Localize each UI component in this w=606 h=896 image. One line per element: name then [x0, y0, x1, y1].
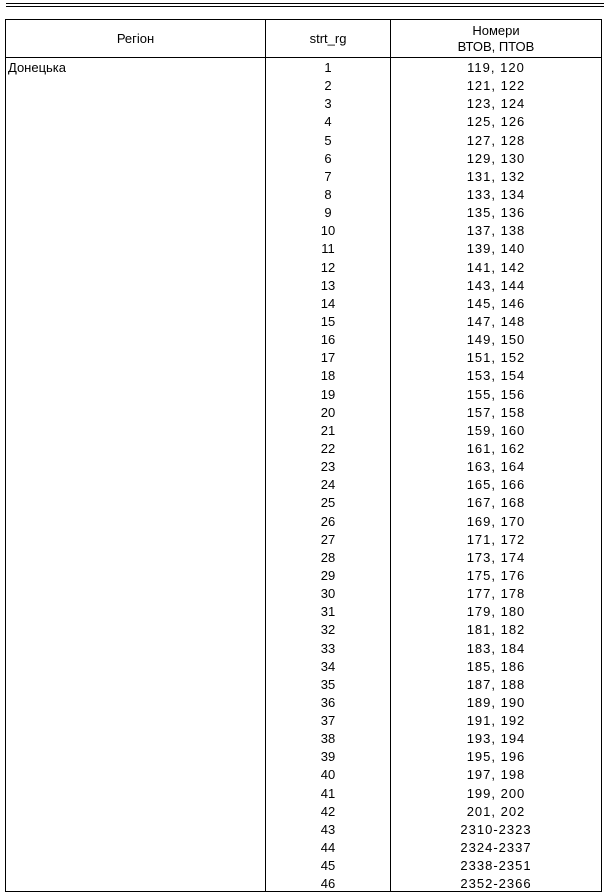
table-row	[6, 259, 601, 277]
codes-cell: 2310-2323	[460, 821, 532, 837]
table-row	[6, 295, 601, 313]
codes-cell: 149, 150	[466, 332, 526, 348]
table-row	[6, 476, 601, 494]
table-row	[6, 168, 601, 186]
strt-rg-cell: 34	[320, 658, 336, 674]
strt-rg-cell: 16	[320, 332, 336, 348]
codes-cell: 151, 152	[466, 350, 526, 366]
region-cell: Донецька	[8, 60, 67, 75]
codes-cell: 141, 142	[466, 259, 526, 275]
codes-cell: 135, 136	[466, 205, 526, 221]
table-row	[6, 803, 601, 821]
header-strt-rg-label: strt_rg	[309, 30, 347, 46]
header-codes	[391, 20, 601, 57]
table-row	[6, 621, 601, 639]
strt-rg-cell: 25	[320, 495, 336, 511]
codes-cell: 195, 196	[466, 749, 526, 765]
strt-rg-cell: 17	[320, 350, 336, 366]
strt-rg-cell: 42	[320, 803, 336, 819]
codes-cell: 129, 130	[466, 150, 526, 166]
table-row	[6, 386, 601, 404]
table-row	[6, 694, 601, 712]
table-row	[6, 585, 601, 603]
strt-rg-cell: 10	[320, 223, 336, 239]
table-row	[6, 150, 601, 168]
top-rule	[6, 3, 604, 4]
table-row	[6, 132, 601, 150]
header-region	[6, 20, 265, 57]
table-row	[6, 77, 601, 95]
codes-cell: 137, 138	[466, 223, 526, 239]
codes-cell: 157, 158	[466, 404, 526, 420]
table-row	[6, 875, 601, 893]
table-row	[6, 712, 601, 730]
codes-cell: 181, 182	[466, 622, 526, 638]
codes-cell: 147, 148	[466, 313, 526, 329]
codes-cell: 161, 162	[466, 440, 526, 456]
codes-cell: 131, 132	[466, 168, 526, 184]
table-row	[6, 748, 601, 766]
table-row	[6, 857, 601, 875]
codes-cell: 145, 146	[466, 295, 526, 311]
strt-rg-cell: 30	[320, 586, 336, 602]
strt-rg-cell: 4	[324, 114, 332, 130]
table-row	[6, 658, 601, 676]
codes-cell: 199, 200	[466, 785, 526, 801]
strt-rg-cell: 8	[324, 186, 332, 202]
table-row	[6, 277, 601, 295]
codes-cell: 185, 186	[466, 658, 526, 674]
strt-rg-cell: 20	[320, 404, 336, 420]
codes-cell: 193, 194	[466, 731, 526, 747]
codes-cell: 155, 156	[466, 386, 526, 402]
strt-rg-cell: 24	[320, 477, 336, 493]
table-row	[6, 603, 601, 621]
codes-cell: 2338-2351	[460, 858, 532, 874]
codes-cell: 153, 154	[466, 368, 526, 384]
strt-rg-cell: 36	[320, 694, 336, 710]
table-row	[6, 839, 601, 857]
codes-cell: 175, 176	[466, 567, 526, 583]
strt-rg-cell: 39	[320, 749, 336, 765]
strt-rg-cell: 40	[320, 767, 336, 783]
header-region-label: Регіон	[116, 30, 155, 46]
strt-rg-cell: 35	[320, 676, 336, 692]
codes-cell: 189, 190	[466, 694, 526, 710]
strt-rg-cell: 27	[320, 531, 336, 547]
table-row	[6, 513, 601, 531]
codes-cell: 125, 126	[466, 114, 526, 130]
table-header	[6, 20, 601, 58]
strt-rg-cell: 19	[320, 386, 336, 402]
strt-rg-cell: 3	[324, 96, 332, 112]
codes-cell: 127, 128	[466, 132, 526, 148]
codes-cell: 133, 134	[466, 186, 526, 202]
codes-cell: 159, 160	[466, 422, 526, 438]
strt-rg-cell: 46	[320, 876, 336, 892]
codes-cell: 171, 172	[466, 531, 526, 547]
codes-cell: 121, 122	[466, 78, 526, 94]
table-row	[6, 95, 601, 113]
codes-cell: 143, 144	[466, 277, 526, 293]
table-row	[6, 640, 601, 658]
strt-rg-cell: 15	[320, 313, 336, 329]
table-row	[6, 313, 601, 331]
strt-rg-cell: 38	[320, 731, 336, 747]
strt-rg-cell: 33	[320, 640, 336, 656]
strt-rg-cell: 31	[320, 604, 336, 620]
table-row	[6, 349, 601, 367]
strt-rg-cell: 18	[320, 368, 336, 384]
strt-rg-cell: 43	[320, 821, 336, 837]
codes-cell: 179, 180	[466, 604, 526, 620]
strt-rg-cell: 11	[321, 241, 335, 257]
codes-cell: 173, 174	[466, 549, 526, 565]
codes-cell: 201, 202	[466, 803, 526, 819]
strt-rg-cell: 21	[320, 422, 336, 438]
table-row	[6, 113, 601, 131]
table-row	[6, 730, 601, 748]
strt-rg-cell: 13	[320, 277, 336, 293]
table-row	[6, 240, 601, 258]
strt-rg-cell: 32	[320, 622, 336, 638]
codes-cell: 119, 120	[467, 60, 525, 75]
table-row	[6, 766, 601, 784]
table-row	[6, 222, 601, 240]
table-row	[6, 59, 601, 77]
table-row	[6, 422, 601, 440]
table-row	[6, 567, 601, 585]
table-row	[6, 204, 601, 222]
strt-rg-cell: 22	[320, 440, 336, 456]
header-strt-rg	[266, 20, 390, 57]
strt-rg-cell: 23	[320, 459, 336, 475]
table-row	[6, 531, 601, 549]
table-row	[6, 367, 601, 385]
table-row	[6, 440, 601, 458]
strt-rg-cell: 37	[320, 713, 336, 729]
strt-rg-cell: 28	[320, 549, 336, 565]
strt-rg-cell: 5	[324, 132, 332, 148]
strt-rg-cell: 14	[320, 295, 336, 311]
table-row	[6, 494, 601, 512]
strt-rg-cell: 7	[324, 168, 332, 184]
codes-cell: 2352-2366	[460, 876, 532, 892]
strt-rg-cell: 41	[320, 785, 336, 801]
strt-rg-cell: 9	[324, 205, 332, 221]
table-row	[6, 549, 601, 567]
table-row	[6, 186, 601, 204]
header-codes-line1: Номери	[472, 22, 520, 38]
strt-rg-cell: 29	[320, 567, 336, 583]
codes-cell: 177, 178	[466, 586, 526, 602]
codes-cell: 197, 198	[466, 767, 526, 783]
strt-rg-cell: 45	[320, 858, 336, 874]
table-row	[6, 458, 601, 476]
codes-cell: 123, 124	[466, 96, 526, 112]
strt-rg-cell: 1	[324, 60, 332, 75]
codes-cell: 167, 168	[466, 495, 526, 511]
strt-rg-cell: 6	[324, 150, 332, 166]
table-body	[6, 59, 601, 893]
codes-cell: 139, 140	[466, 241, 526, 257]
codes-cell: 191, 192	[466, 713, 526, 729]
table-row	[6, 404, 601, 422]
codes-cell: 2324-2337	[460, 840, 532, 856]
codes-cell: 165, 166	[466, 477, 526, 493]
strt-rg-cell: 26	[320, 513, 336, 529]
codes-cell: 187, 188	[466, 676, 526, 692]
top-rule	[6, 6, 604, 7]
codes-cell: 183, 184	[466, 640, 526, 656]
codes-cell: 163, 164	[466, 459, 526, 475]
strt-rg-cell: 44	[320, 840, 336, 856]
table-row	[6, 676, 601, 694]
strt-rg-cell: 12	[320, 259, 336, 275]
header-codes-line2: ВТОВ, ПТОВ	[457, 38, 535, 54]
table-row	[6, 331, 601, 349]
table-row	[6, 785, 601, 803]
table-row	[6, 821, 601, 839]
data-table	[5, 19, 602, 892]
codes-cell: 169, 170	[466, 513, 526, 529]
strt-rg-cell: 2	[324, 78, 332, 94]
